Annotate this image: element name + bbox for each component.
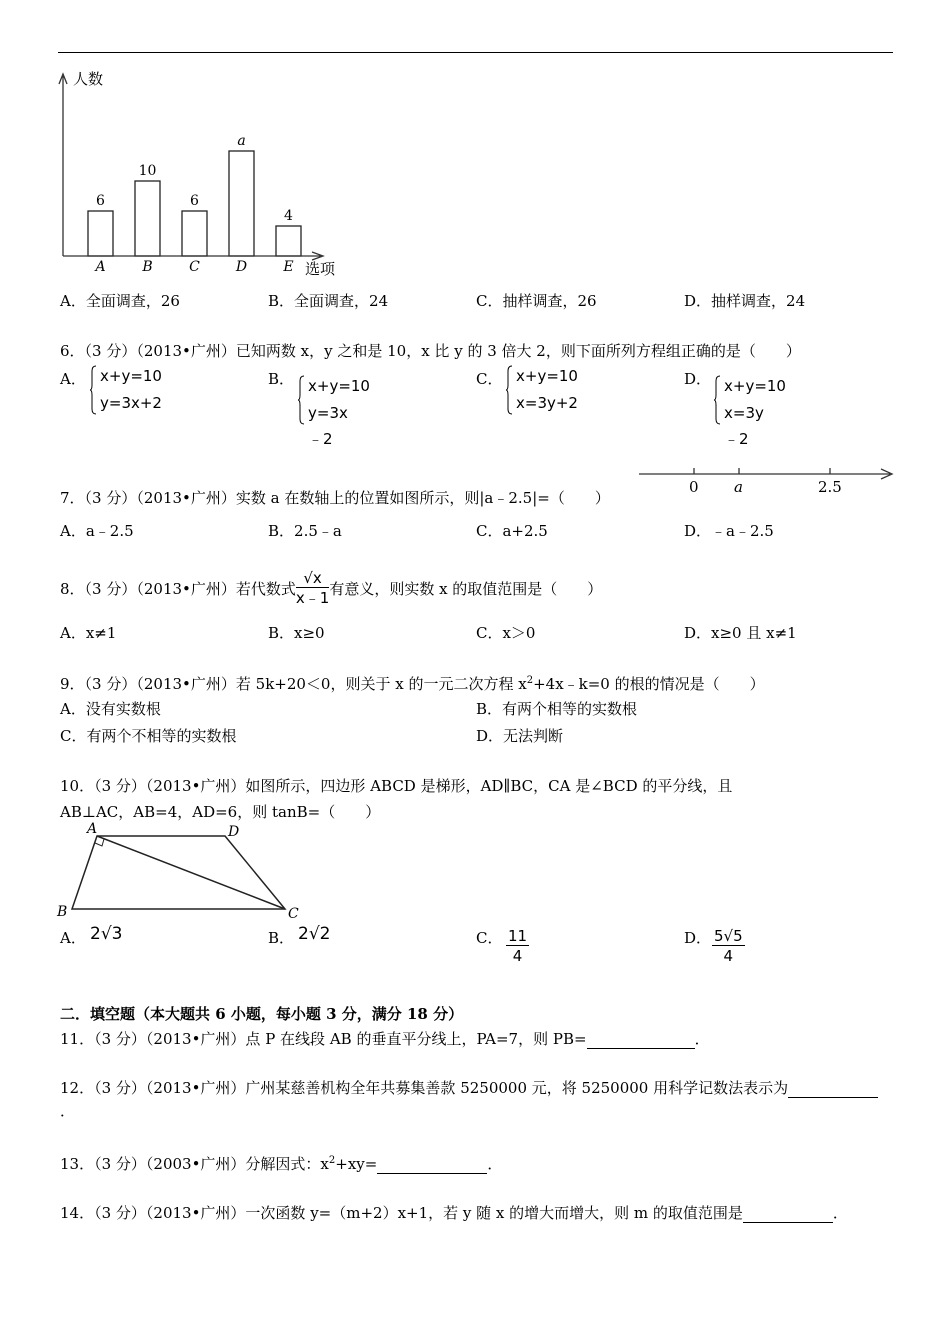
q8-option-b[interactable]: B．x≥0 (268, 624, 325, 642)
bar-value-label-c: 6 (190, 193, 199, 209)
point-c-label: C (288, 906, 299, 922)
q6-a-eq1: x+y=10 (100, 367, 162, 385)
q9-exponent: 2 (526, 675, 534, 686)
q6-stem: 6．（3 分）（2013•广州）已知两数 x，y 之和是 10，x 比 y 的 3 倍大 2，则下面所列方程组正确的是（ ） (60, 342, 801, 360)
q13-end: ． (487, 1155, 503, 1173)
q12-text: 12．（3 分）（2013•广州）广州某慈善机构全年共募集善款 5250000 元，将 5250000 用科学记数法表示为 (60, 1079, 789, 1097)
bar-value-label-b: 10 (138, 163, 157, 179)
q13-exponent: 2 (328, 1155, 336, 1166)
trapezoid-figure (55, 818, 315, 926)
label-a: a (734, 478, 743, 496)
q8-denominator: x﹣1 (295, 588, 330, 607)
q9-stem-post: +4x﹣k=0 的根的情况是（ ） (533, 675, 765, 693)
bar-a (88, 211, 113, 256)
q7-option-d[interactable]: D．﹣a﹣2.5 (684, 522, 774, 540)
q10-d-fraction (712, 927, 745, 966)
diagonal-ac (97, 836, 285, 909)
brace-icon (90, 365, 97, 415)
q8-fraction (296, 569, 329, 608)
q7-option-b[interactable]: B．2.5﹣a (268, 522, 342, 540)
q12-end: ． (60, 1102, 76, 1120)
q5-option-a[interactable]: A．全面调查，26 (60, 292, 180, 310)
bar-d (229, 151, 254, 256)
y-axis (59, 74, 67, 256)
q10-c-numerator: 11 (508, 927, 528, 945)
q10-d-denominator: 4 (723, 947, 734, 965)
bar-value-label-d: a (237, 133, 246, 149)
q9-option-b[interactable]: B．有两个相等的实数根 (476, 700, 638, 718)
q6-a-eq2: y=3x+2 (100, 394, 162, 412)
category-label-a: A (95, 259, 106, 275)
q10-option-a[interactable]: 2√3 (90, 924, 123, 944)
q5-option-c[interactable]: C．抽样调查，26 (476, 292, 597, 310)
brace-icon (506, 365, 513, 415)
q10-d-numerator: 5√5 (714, 927, 743, 945)
q11 (60, 1028, 710, 1049)
label-2-5: 2.5 (818, 478, 842, 496)
q10-c-denominator: 4 (512, 947, 523, 965)
q14-text: 14．（3 分）（2013•广州）一次函数 y=（m+2）x+1，若 y 随 x 的增大而增大，则 m 的取值范围是 (60, 1204, 743, 1222)
category-label-d: D (235, 259, 248, 275)
q10-option-b[interactable]: 2√2 (298, 924, 331, 944)
category-label-e: E (283, 259, 294, 275)
q10-option-c[interactable] (506, 927, 529, 966)
q9-option-a[interactable]: A．没有实数根 (60, 700, 161, 718)
q9-stem-pre: 9．（3 分）（2013•广州）若 5k+20＜0，则关于 x 的一元二次方程 x (60, 675, 527, 693)
q14-end: ． (832, 1204, 848, 1222)
q8-numerator: √x (296, 569, 329, 588)
q6-c-eq2: x=3y+2 (516, 394, 578, 412)
x-axis-label: 选项 (305, 260, 336, 278)
category-label-c: C (189, 259, 200, 275)
q7-option-a[interactable]: A．a﹣2.5 (60, 522, 134, 540)
q6-d-eq2: x=3y﹣2 (724, 404, 764, 448)
q7-option-c[interactable]: C．a+2.5 (476, 522, 548, 540)
q6-b-eq1: x+y=10 (308, 377, 370, 395)
q8-stem (60, 566, 602, 610)
q8-option-c[interactable]: C．x＞0 (476, 624, 536, 642)
q6-b-eq2: y=3x﹣2 (308, 404, 348, 448)
q13-text-post: +xy= (335, 1155, 378, 1173)
q5-option-d[interactable]: D．抽样调查，24 (684, 292, 806, 310)
q13 (60, 1153, 502, 1174)
brace-icon (714, 375, 721, 425)
bar-b (135, 181, 160, 256)
bar-chart (55, 68, 355, 283)
q9-stem (60, 673, 765, 694)
q11-answer-blank[interactable] (587, 1030, 695, 1049)
q13-text-pre: 13．（3 分）（2003•广州）分解因式：x (60, 1155, 329, 1173)
y-axis-label: 人数 (73, 70, 104, 88)
category-label-b: B (142, 259, 153, 275)
number-line-axis (639, 469, 892, 479)
trapezoid-abcd (72, 836, 285, 909)
q12-answer-blank[interactable] (788, 1079, 878, 1098)
q8-option-a[interactable]: A．x≠1 (60, 624, 117, 642)
q10-option-d[interactable] (712, 927, 745, 966)
q6-letter-b[interactable]: B． (268, 370, 295, 388)
bar-value-label-a: 6 (96, 193, 105, 209)
q10-stem-line1: 10．（3 分）（2013•广州）如图所示，四边形 ABCD 是梯形，AD∥BC，CA 是∠BCD 的平分线，且 (60, 777, 733, 795)
q13-answer-blank[interactable] (377, 1155, 487, 1174)
point-a-label: A (87, 821, 98, 837)
q8-option-d[interactable]: D．x≥0 且 x≠1 (684, 624, 797, 642)
q11-end: ． (694, 1030, 710, 1048)
q6-c-eq1: x+y=10 (516, 367, 578, 385)
point-d-label: D (228, 824, 240, 840)
q10-letter-d[interactable]: D． (684, 929, 712, 947)
q10-stem-line2: AB⊥AC，AB=4，AD=6，则 tanB=（ ） (60, 803, 381, 821)
q7-stem: 7．（3 分）（2013•广州）实数 a 在数轴上的位置如图所示，则|a﹣2.5|=（ ） (60, 489, 610, 507)
label-0: 0 (689, 478, 699, 496)
q10-letter-b[interactable]: B． (268, 929, 295, 947)
section-2-heading: 二．填空题（本大题共 6 小题，每小题 3 分，满分 18 分） (60, 1005, 464, 1023)
q6-letter-a[interactable]: A． (60, 370, 86, 388)
top-rule (58, 52, 893, 53)
q6-d-eq1: x+y=10 (724, 377, 786, 395)
q8-stem-post: 有意义，则实数 x 的取值范围是（ ） (329, 579, 603, 598)
q10-c-fraction (506, 927, 529, 966)
q10-letter-c[interactable]: C． (476, 929, 503, 947)
bar-e (276, 226, 301, 256)
q14 (60, 1202, 848, 1223)
q6-letter-c[interactable]: C． (476, 370, 503, 388)
q11-text: 11．（3 分）（2013•广州）点 P 在线段 AB 的垂直平分线上，PA=7，则 PB= (60, 1030, 587, 1048)
bar-value-label-e: 4 (284, 208, 293, 224)
q10-letter-a[interactable]: A． (60, 929, 86, 947)
q9-option-d[interactable]: D．无法判断 (476, 727, 564, 745)
bar-c (182, 211, 207, 256)
q9-option-c[interactable]: C．有两个不相等的实数根 (60, 727, 237, 745)
q8-stem-pre: 8．（3 分）（2013•广州）若代数式 (60, 579, 296, 598)
number-line (635, 462, 897, 498)
q5-option-b[interactable]: B．全面调查，24 (268, 292, 389, 310)
q12 (60, 1077, 878, 1098)
q14-answer-blank[interactable] (743, 1204, 833, 1223)
brace-icon (298, 375, 305, 425)
q6-letter-d[interactable]: D． (684, 370, 712, 388)
point-b-label: B (57, 904, 68, 920)
